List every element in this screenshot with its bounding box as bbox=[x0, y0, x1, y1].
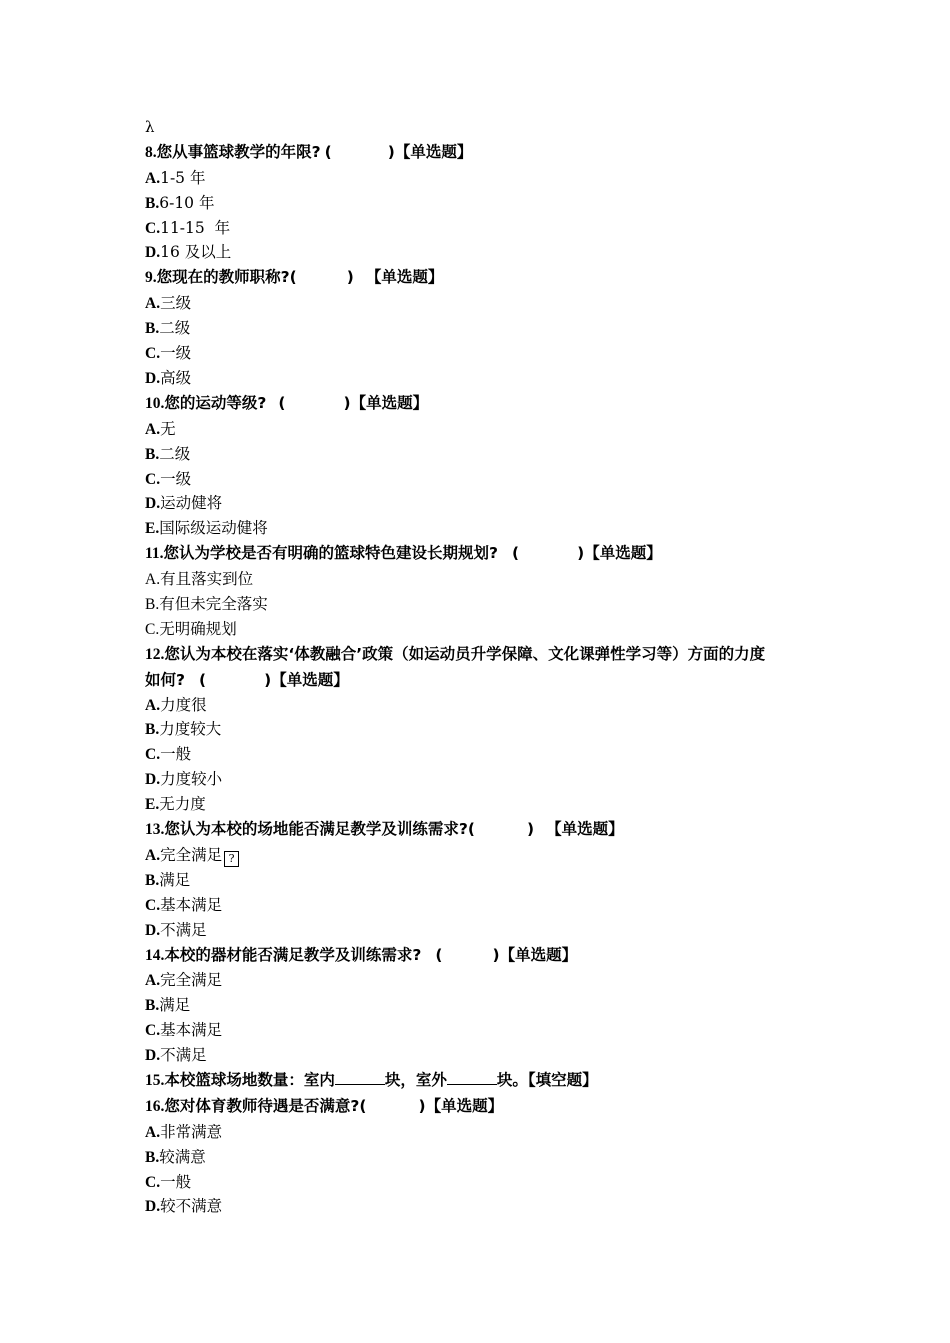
option-letter: C. bbox=[145, 219, 161, 237]
answer-paren-close: ) bbox=[418, 1096, 426, 1115]
option-b[interactable] bbox=[145, 592, 825, 617]
answer-paren-close: ) bbox=[577, 544, 585, 563]
option-d[interactable] bbox=[145, 366, 825, 391]
option-text: 较不满意 bbox=[160, 1197, 223, 1216]
question-text: 您现在的教师职称? bbox=[156, 268, 290, 287]
option-text: 基本满足 bbox=[160, 895, 223, 914]
option-text: 二级 bbox=[159, 444, 191, 463]
option-text: 不满足 bbox=[160, 920, 207, 939]
option-letter: A. bbox=[145, 420, 161, 438]
question-text-end: 块。 bbox=[496, 1070, 528, 1089]
option-text: 1-5 年 bbox=[160, 168, 206, 187]
option-letter: A. bbox=[145, 295, 161, 313]
answer-paren-open: ( bbox=[467, 820, 475, 839]
option-c[interactable] bbox=[145, 742, 825, 767]
option-letter: D. bbox=[145, 1047, 161, 1065]
question-type: 【单选题】 bbox=[365, 268, 444, 287]
answer-paren-open: ( bbox=[359, 1096, 367, 1115]
option-c[interactable] bbox=[145, 1170, 825, 1195]
option-text: 满足 bbox=[159, 996, 191, 1015]
option-text: 三级 bbox=[160, 294, 192, 313]
option-a[interactable] bbox=[145, 291, 825, 316]
option-c[interactable] bbox=[145, 617, 825, 642]
option-d[interactable] bbox=[145, 918, 825, 943]
answer-paren-close: ) bbox=[526, 820, 535, 839]
question-13 bbox=[145, 817, 825, 843]
option-letter: D. bbox=[145, 244, 161, 262]
option-e[interactable] bbox=[145, 516, 825, 541]
option-a[interactable] bbox=[145, 1120, 825, 1145]
option-a[interactable] bbox=[145, 417, 825, 442]
question-type: 【单选题】 bbox=[394, 142, 473, 161]
option-a[interactable] bbox=[145, 693, 825, 718]
question-10 bbox=[145, 391, 825, 417]
option-letter: C. bbox=[145, 896, 161, 914]
question-12 bbox=[145, 642, 825, 668]
question-number: 9. bbox=[145, 269, 157, 287]
option-c[interactable] bbox=[145, 1018, 825, 1043]
answer-paren-close: ) bbox=[264, 670, 272, 689]
option-letter: B. bbox=[145, 1148, 160, 1166]
option-letter: D. bbox=[145, 921, 161, 939]
question-type: 【单选题】 bbox=[499, 945, 578, 964]
question-number: 15. bbox=[145, 1071, 165, 1089]
option-d[interactable] bbox=[145, 240, 825, 265]
option-text: 完全满足 bbox=[160, 971, 223, 990]
option-b[interactable] bbox=[145, 993, 825, 1018]
option-a[interactable] bbox=[145, 567, 825, 592]
option-letter: A. bbox=[145, 169, 161, 187]
answer-paren-close: ) bbox=[492, 945, 500, 964]
option-text: 无明确规划 bbox=[159, 619, 237, 638]
question-text: 您认为本校在落实‘体教融合’政策（如运动员升学保障、文化课弹性学习等）方面的力度 bbox=[164, 644, 766, 663]
option-letter: C. bbox=[145, 1173, 161, 1191]
option-text: 有但未完全落实 bbox=[159, 594, 268, 613]
question-text: 您认为学校是否有明确的篮球特色建设长期规划? bbox=[163, 544, 499, 563]
option-b[interactable] bbox=[145, 191, 825, 216]
option-text: 国际级运动健将 bbox=[159, 519, 268, 538]
question-number: 11. bbox=[145, 545, 164, 563]
option-letter: A. bbox=[145, 696, 161, 714]
option-b[interactable] bbox=[145, 1145, 825, 1170]
question-type: 【单选题】 bbox=[425, 1096, 504, 1115]
option-text: 一级 bbox=[160, 469, 192, 488]
option-e[interactable] bbox=[145, 792, 825, 817]
option-letter: D. bbox=[145, 495, 161, 513]
option-text: 基本满足 bbox=[160, 1021, 223, 1040]
option-letter: C. bbox=[145, 1022, 161, 1040]
answer-paren-open: ( bbox=[512, 544, 520, 563]
option-letter: B. bbox=[145, 194, 160, 212]
question-text: 您的运动等级? bbox=[164, 393, 267, 412]
option-d[interactable] bbox=[145, 1194, 825, 1219]
option-b[interactable] bbox=[145, 442, 825, 467]
option-letter: B. bbox=[145, 871, 160, 889]
option-d[interactable] bbox=[145, 491, 825, 516]
option-letter: B. bbox=[145, 445, 160, 463]
option-letter: C. bbox=[145, 620, 160, 638]
option-text: 高级 bbox=[160, 368, 192, 387]
stray-mark: λ bbox=[145, 118, 155, 136]
question-text-line2: 如何? bbox=[145, 670, 185, 689]
option-letter: B. bbox=[145, 320, 160, 338]
answer-paren-close: ) bbox=[346, 268, 354, 287]
question-number: 13. bbox=[145, 821, 165, 839]
option-letter: D. bbox=[145, 771, 161, 789]
question-11 bbox=[145, 541, 825, 567]
answer-paren-open: ( bbox=[199, 670, 207, 689]
option-text: 不满足 bbox=[160, 1046, 207, 1065]
option-text: 较满意 bbox=[159, 1147, 206, 1166]
option-text: 非常满意 bbox=[160, 1122, 223, 1141]
option-letter: C. bbox=[145, 345, 161, 363]
option-c[interactable] bbox=[145, 893, 825, 918]
questionnaire-page bbox=[145, 115, 825, 1219]
question-text: 本校的器材能否满足教学及训练需求? bbox=[164, 945, 422, 964]
option-d[interactable] bbox=[145, 767, 825, 792]
question-text: 您对体育教师待遇是否满意? bbox=[164, 1096, 360, 1115]
question-type: 【单选题】 bbox=[584, 544, 662, 563]
option-b[interactable] bbox=[145, 868, 825, 893]
question-14 bbox=[145, 943, 825, 969]
option-text: 无 bbox=[160, 419, 176, 438]
question-8 bbox=[145, 140, 825, 166]
answer-paren-open: ( bbox=[289, 268, 297, 287]
option-letter: E. bbox=[145, 520, 160, 538]
option-text: 11-15 年 bbox=[160, 218, 231, 237]
option-text: 6-10 年 bbox=[159, 193, 215, 212]
answer-paren-open: ( bbox=[435, 945, 443, 964]
option-text: 16 及以上 bbox=[160, 243, 232, 262]
answer-paren-close: ) bbox=[387, 142, 395, 161]
question-number: 8. bbox=[145, 143, 157, 161]
question-number: 12. bbox=[145, 645, 165, 663]
option-letter: C. bbox=[145, 470, 161, 488]
missing-glyph-box: ? bbox=[224, 851, 239, 867]
option-letter: A. bbox=[145, 571, 161, 589]
option-text: 一级 bbox=[160, 344, 192, 363]
option-text: 力度较大 bbox=[159, 720, 222, 739]
option-a[interactable] bbox=[145, 843, 825, 868]
option-c[interactable] bbox=[145, 216, 825, 241]
question-number: 16. bbox=[145, 1097, 165, 1115]
option-letter: D. bbox=[145, 1198, 161, 1216]
answer-paren-open: ( bbox=[278, 393, 286, 412]
answer-paren-open: ( bbox=[324, 142, 332, 161]
question-text: 本校篮球场地数量：室内 bbox=[164, 1070, 335, 1089]
question-type: 【单选题】 bbox=[350, 393, 429, 412]
option-c[interactable] bbox=[145, 341, 825, 366]
option-text: 满足 bbox=[159, 870, 191, 889]
outdoor-count-blank[interactable] bbox=[447, 1070, 497, 1085]
question-15 bbox=[145, 1068, 825, 1094]
option-b[interactable] bbox=[145, 717, 825, 742]
option-letter: D. bbox=[145, 369, 161, 387]
option-letter: E. bbox=[145, 796, 160, 814]
option-text: 有且落实到位 bbox=[160, 570, 254, 589]
option-a[interactable] bbox=[145, 968, 825, 993]
question-12-continued bbox=[145, 668, 825, 693]
option-b[interactable] bbox=[145, 316, 825, 341]
question-number: 14. bbox=[145, 946, 165, 964]
option-text: 无力度 bbox=[159, 795, 206, 814]
question-9 bbox=[145, 265, 825, 291]
option-letter: A. bbox=[145, 1123, 161, 1141]
question-text: 您认为本校的场地能否满足教学及训练需求? bbox=[164, 820, 468, 839]
option-text: 力度很 bbox=[160, 695, 207, 714]
option-letter: B. bbox=[145, 721, 160, 739]
option-a[interactable] bbox=[145, 166, 825, 191]
question-type: 【填空题】 bbox=[527, 1070, 598, 1089]
option-text: 二级 bbox=[159, 319, 191, 338]
question-number: 10. bbox=[145, 394, 165, 412]
option-c[interactable] bbox=[145, 467, 825, 492]
option-text: 运动健将 bbox=[160, 494, 223, 513]
option-text: 一般 bbox=[160, 745, 192, 764]
option-letter: A. bbox=[145, 972, 161, 990]
option-text: 一般 bbox=[160, 1172, 192, 1191]
question-text: 您从事篮球教学的年限? bbox=[156, 142, 321, 161]
question-16 bbox=[145, 1094, 825, 1120]
option-letter: B. bbox=[145, 997, 160, 1015]
question-type: 【单选题】 bbox=[546, 820, 624, 839]
answer-paren-close: ) bbox=[343, 393, 351, 412]
option-d[interactable] bbox=[145, 1043, 825, 1068]
option-letter: A. bbox=[145, 846, 161, 864]
indoor-count-blank[interactable] bbox=[335, 1070, 385, 1085]
option-letter: C. bbox=[145, 746, 161, 764]
option-letter: B. bbox=[145, 595, 160, 613]
question-type: 【单选题】 bbox=[271, 670, 349, 689]
option-text: 力度较小 bbox=[160, 770, 223, 789]
option-text: 完全满足 bbox=[160, 845, 223, 864]
question-text-mid: 块，室外 bbox=[384, 1070, 447, 1089]
